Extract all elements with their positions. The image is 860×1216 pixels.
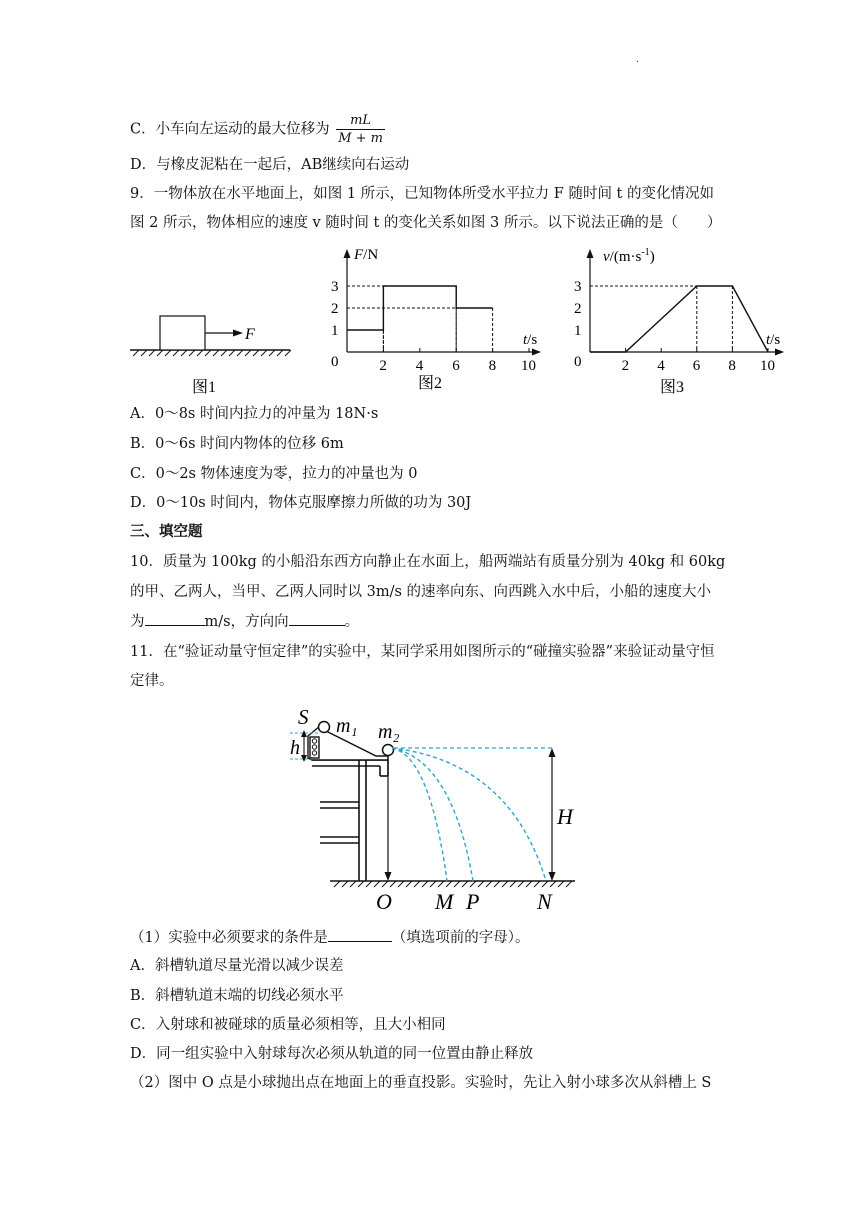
- series-line: [590, 286, 768, 352]
- fig3-ylabel: $v/(m\cdot s^{-1})$: [603, 247, 655, 265]
- fraction-denominator: M + m: [338, 131, 383, 146]
- q11-sub1-b: （填选项前的字母）。: [391, 930, 530, 946]
- fig-ytick-label: 0: [331, 354, 339, 370]
- q8-option-c-fraction: [336, 112, 385, 147]
- fig1-block: [160, 316, 205, 350]
- q11-sub1: [130, 927, 529, 948]
- fig-ytick-label: 3: [331, 279, 339, 295]
- fig2-caption: 图2: [418, 375, 443, 392]
- fig2-xlabel: t/s: [523, 332, 538, 348]
- q11-option-d: D．同一组实验中入射球每次必须从轨道的同一位置由静止释放: [130, 1046, 534, 1062]
- fig3-xlabel: t/s: [766, 332, 781, 348]
- fig-xtick-label: 6: [452, 358, 460, 374]
- q10-blank-direction[interactable]: [289, 611, 345, 626]
- apparatus-stand: [312, 760, 388, 881]
- fig2: [331, 247, 541, 392]
- q9-option-a: A．0～8s 时间内拉力的冲量为 18N·s: [130, 406, 379, 422]
- q10-line3: [130, 611, 359, 632]
- q9-stem-line2: 图 2 所示，物体相应的速度 v 随时间 t 的变化关系如图 3 所示。以下说法正确的是（ ）: [130, 215, 722, 231]
- q9-stem-line1: 9．一物体放在水平地面上，如图 1 所示，已知物体所受水平拉力 F 随时间 t 的变化情况如: [130, 186, 714, 202]
- header-mark: .: [636, 54, 639, 65]
- trajectory-N: [392, 748, 546, 881]
- fig-ytick-label: 1: [331, 323, 339, 339]
- q9-figures: [125, 240, 795, 400]
- fraction-numerator: mL: [336, 112, 385, 130]
- trajectory-M: [392, 748, 447, 881]
- label-m1: m₁: [336, 715, 358, 737]
- label-N: N: [537, 889, 552, 914]
- label-P: P: [466, 889, 480, 914]
- q10-line3-a: 为: [130, 614, 145, 630]
- label-m2: m₂: [378, 721, 400, 743]
- q11-line1: 11．在“验证动量守恒定律”的实验中，某同学采用如图所示的“碰撞实验器”来验证动量守恒: [130, 644, 715, 660]
- label-h: h: [290, 737, 300, 759]
- q11-option-b: B．斜槽轨道末端的切线必须水平: [130, 988, 344, 1004]
- q11-sub1-blank[interactable]: [328, 927, 392, 942]
- q10-blank-speed[interactable]: [145, 611, 205, 626]
- q10-line3-c: 。: [344, 614, 360, 630]
- fig-ytick-label: 0: [574, 354, 582, 370]
- fig-xtick-label: 4: [657, 358, 665, 374]
- q11-line2: 定律。: [130, 673, 174, 689]
- fig-xtick-label: 6: [692, 358, 701, 374]
- q11-apparatus-figure: [290, 696, 590, 918]
- q11-option-c: C．入射球和被碰球的质量必须相等，且大小相同: [130, 1017, 446, 1033]
- label-O: O: [376, 889, 392, 914]
- fig3: [574, 247, 784, 396]
- fig-xtick-label: 2: [621, 358, 630, 374]
- label-S: S: [298, 705, 309, 729]
- q8-option-d: D．与橡皮泥粘在一起后，AB继续向右运动: [130, 157, 410, 173]
- q10-line2: 的甲、乙两人，当甲、乙两人同时以 3m/s 的速率向东、向西跳入水中后，小船的速度大小: [130, 584, 712, 600]
- ball-m1: [319, 722, 330, 733]
- ball-m2: [383, 745, 394, 756]
- fig3-caption: 图3: [660, 379, 685, 396]
- q11-option-a: A．斜槽轨道尽量光滑以减少误差: [130, 958, 344, 974]
- fig-ytick-label: 3: [574, 279, 582, 295]
- fig-xtick-label: 10: [760, 358, 775, 374]
- fig-xtick-label: 8: [728, 358, 736, 374]
- q11-sub2: （2）图中 O 点是小球抛出点在地面上的垂直投影。实验时，先让入射小球多次从斜槽上 S: [130, 1075, 712, 1091]
- q11-sub1-a: （1）实验中必须要求的条件是: [130, 930, 328, 946]
- fig2-ylabel: F/N: [354, 247, 379, 263]
- fig-ytick-label: 1: [574, 323, 582, 339]
- trajectories: [392, 748, 546, 881]
- label-H: H: [557, 804, 573, 829]
- fig-xtick-label: 4: [415, 358, 424, 374]
- fig-ytick-label: 2: [331, 301, 339, 317]
- q8-option-c-text: C．小车向左运动的最大位移为: [130, 121, 330, 138]
- fig1-force-label: F: [245, 326, 255, 343]
- q9-option-b: B．0～6s 时间内物体的位移 6m: [130, 436, 344, 452]
- fig-xtick-label: 10: [521, 358, 536, 374]
- fig-xtick-label: 2: [379, 358, 387, 374]
- q10-line3-b: m/s，方向向: [204, 614, 289, 630]
- q9-option-c: C．0～2s 物体速度为零，拉力的冲量也为 0: [130, 466, 418, 482]
- section-title: 三、填空题: [130, 523, 203, 540]
- q9-option-d: D．0～10s 时间内，物体克服摩擦力所做的功为 30J: [130, 495, 472, 511]
- fig1: [130, 316, 291, 396]
- fig1-caption: 图1: [192, 379, 217, 396]
- fig-xtick-label: 8: [488, 358, 497, 374]
- label-M: M: [435, 889, 454, 914]
- fig-ytick-label: 2: [574, 301, 582, 317]
- q10-line1: 10．质量为 100kg 的小船沿东西方向静止在水面上，船两端站有质量分别为 40kg 和 60kg: [130, 554, 726, 570]
- q8-option-c: [130, 112, 387, 147]
